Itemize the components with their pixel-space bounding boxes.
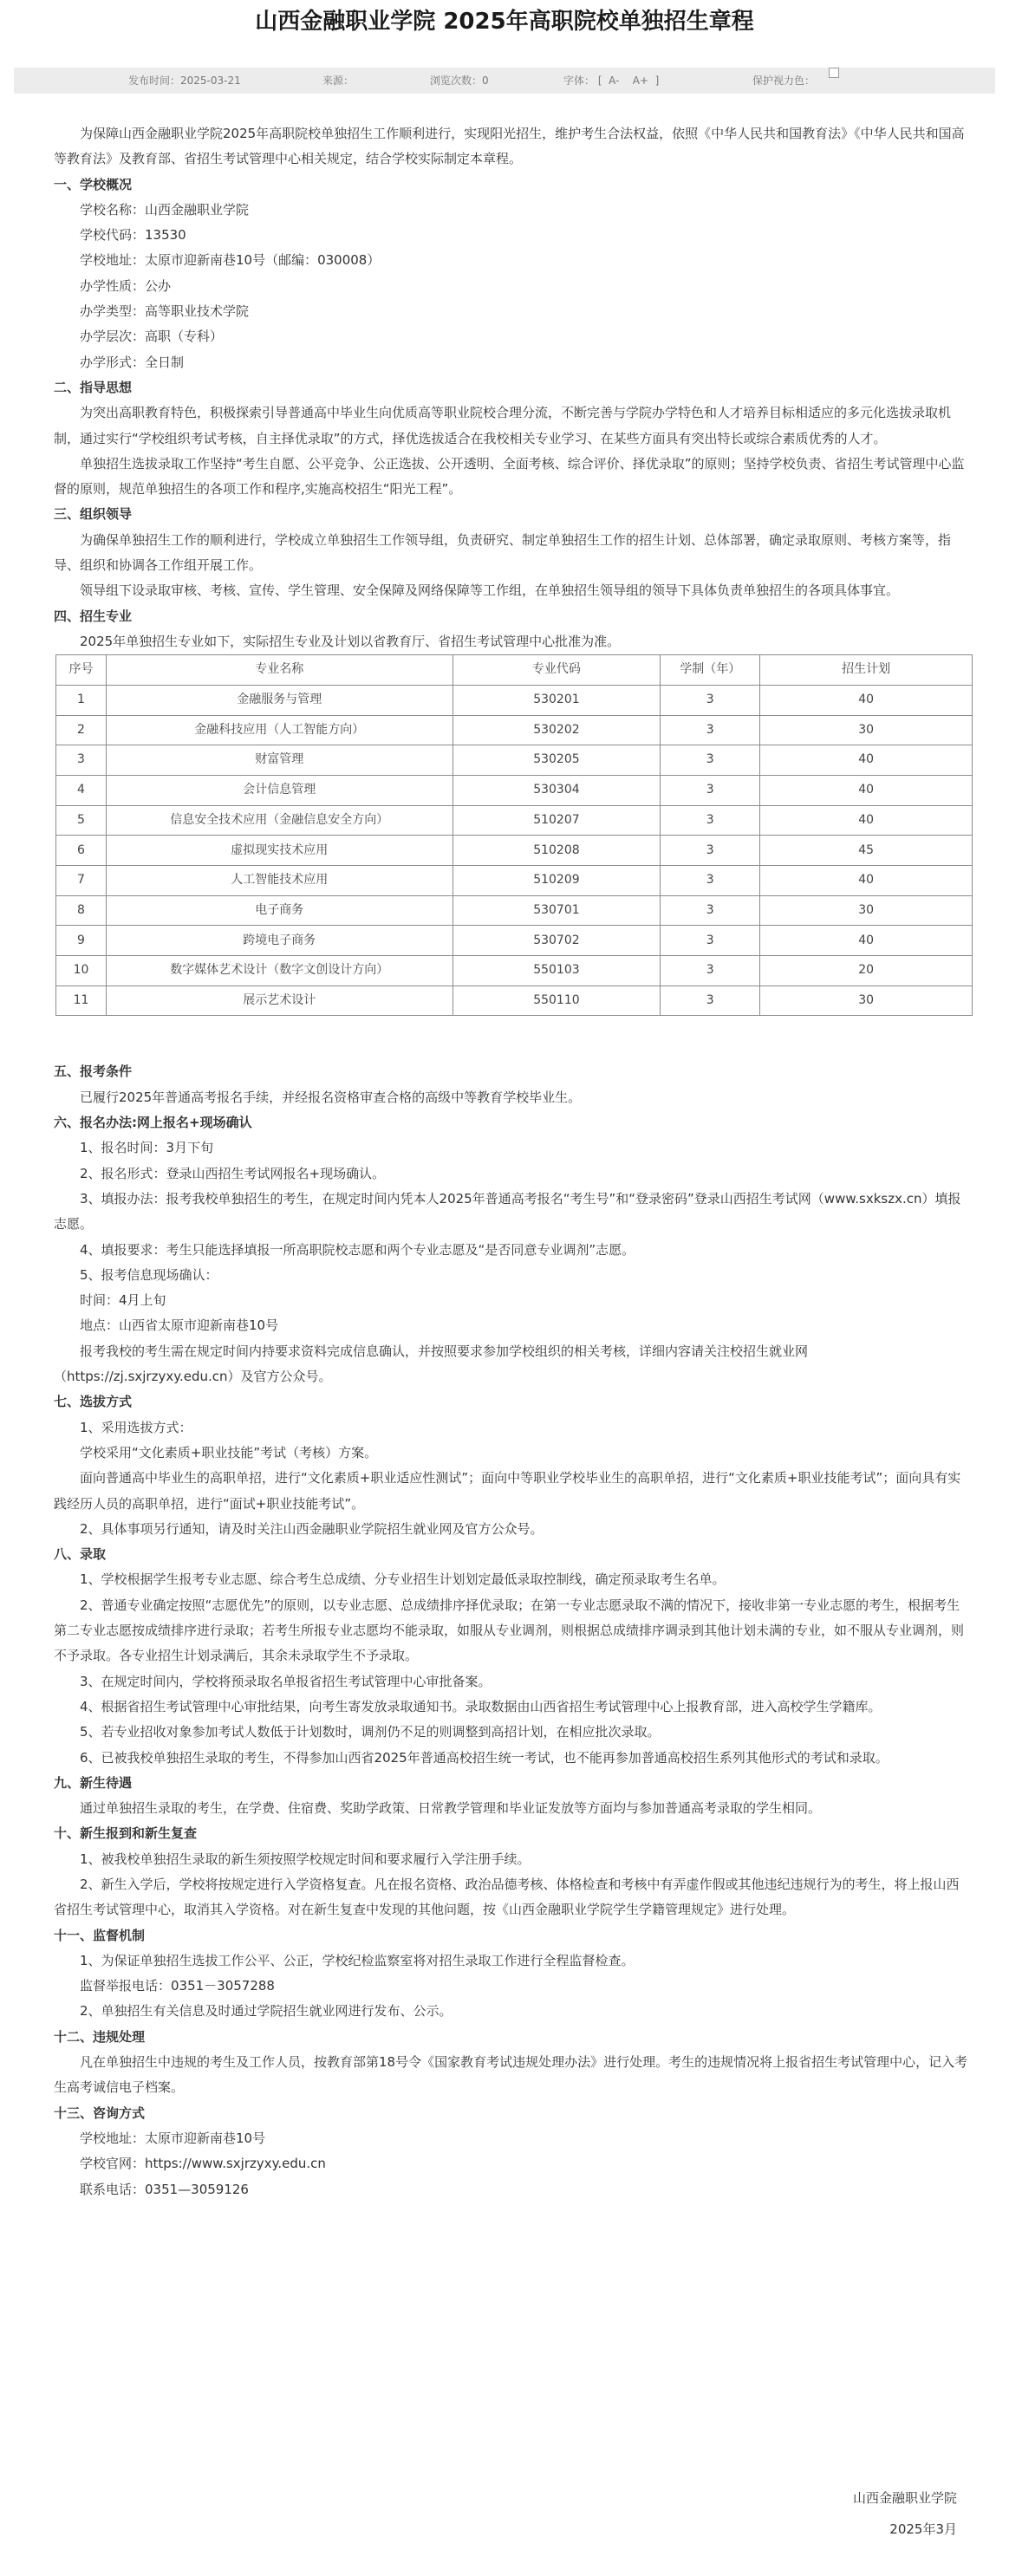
cell-major-name: 财富管理: [106, 745, 452, 776]
majors-intro: 2025年单独招生专业如下，实际招生专业及计划以省教育厅、省招生考试管理中心批准为准。: [80, 633, 621, 649]
color-swatch-white[interactable]: [829, 68, 839, 78]
guideline-paragraph-1: 为突出高职教育特色，积极探索引导普通高中毕业生向优质高等职业院校合理分流，不断完善与学院办学特色和人才培养目标相适应的多元化选拔录取机制，通过实行“学校组织考试考核，自主择优录取”的方式，择优选拔适合在我校相关专业学习、在某些方面具有突出特长或综合素质优秀的人才。: [54, 405, 952, 446]
table-row: [56, 745, 973, 776]
font-larger-button[interactable]: A+: [632, 75, 649, 87]
cell-major-name: 人工智能技术应用: [106, 866, 452, 896]
cell-duration: 3: [661, 685, 760, 715]
section-heading-12: 十二、违规处理: [54, 2028, 146, 2045]
contact-address: 学校地址：太原市迎新南巷10号: [80, 2130, 266, 2146]
cell-major-name: 信息安全技术应用（金融信息安全方向）: [106, 805, 452, 836]
cell-plan: 40: [760, 805, 973, 836]
cell-major-code: 510207: [452, 805, 661, 836]
admission-rule-1: 1、学校根据学生报考专业志愿、综合考生总成绩、分专业招生计划划定最低录取控制线，确定预录取考生名单。: [80, 1571, 726, 1588]
signature-date: 2025年3月: [889, 2521, 957, 2537]
section-heading-8: 八、录取: [54, 1546, 107, 1563]
cell-duration: 3: [661, 956, 760, 986]
selection-plan: 学校采用“文化素质+职业技能”考试（考核）方案。: [80, 1444, 378, 1460]
section-heading-3: 三、组织领导: [54, 506, 133, 523]
cell-plan: 30: [760, 715, 973, 745]
table-row: [56, 715, 973, 745]
cell-duration: 3: [661, 895, 760, 926]
admission-rule-4: 4、根据省招生考试管理中心审批结果，向考生寄发放录取通知书。录取数据由山西省招生考试管理中心上报教育部，进入高校学生学籍库。: [80, 1698, 882, 1714]
cell-index: 5: [56, 805, 107, 836]
enrollment-rule-2: 2、新生入学后，学校将按规定进行入学资格复查。凡在报名资格、政治品德考核、体格检查和考核中有弄虚作假或其他违纪违规行为的考生，将上报山西省招生考试管理中心，取消其入学资格。对在新生复查中发现的其他问题，按《山西金融职业学院学生学籍管理规定》进行处理。: [54, 1876, 960, 1918]
cell-duration: 3: [661, 745, 760, 776]
admission-rule-5: 5、若专业招收对象参加考试人数低于计划数时，调剂仍不足的则调整到高招计划，在相应批次录取。: [80, 1724, 661, 1740]
enrollment-rule-1: 1、被我校单独招生录取的新生须按照学校规定时间和要求履行入学注册手续。: [80, 1851, 531, 1867]
cell-duration: 3: [661, 986, 760, 1016]
table-row: [56, 836, 973, 866]
organization-paragraph-2: 领导组下设录取审核、考核、宣传、学生管理、安全保障及网络保障等工作组，在单独招生领导组的领导下具体负责单独招生的各项具体事宜。: [80, 582, 900, 599]
font-smaller-button[interactable]: A-: [609, 75, 620, 87]
cell-plan: 40: [760, 745, 973, 776]
font-size-controls: 字体： [ A- A+ ]: [563, 75, 660, 87]
section-heading-4: 四、招生专业: [54, 608, 133, 624]
cell-duration: 3: [661, 926, 760, 956]
cell-major-code: 530702: [452, 926, 661, 956]
contact-phone: 联系电话：0351—3059126: [80, 2181, 249, 2197]
table-row: [56, 775, 973, 805]
section-heading-13: 十三、咨询方式: [54, 2104, 146, 2121]
cell-duration: 3: [661, 836, 760, 866]
cell-duration: 3: [661, 775, 760, 805]
school-name-line: 学校名称：山西金融职业学院: [80, 201, 250, 218]
cell-index: 11: [56, 986, 107, 1016]
cell-plan: 20: [760, 956, 973, 986]
selection-notice: 2、具体事项另行通知，请及时关注山西金融职业学院招生就业网及官方公众号。: [80, 1520, 544, 1537]
cell-major-code: 530202: [452, 715, 661, 745]
table-row: [56, 866, 973, 896]
cell-plan: 30: [760, 986, 973, 1016]
supervision-rule-2: 2、单独招生有关信息及时通过学院招生就业网进行发布、公示。: [80, 2003, 452, 2020]
header-index: 序号: [56, 655, 107, 686]
cell-plan: 45: [760, 836, 973, 866]
cell-major-code: 530205: [452, 745, 661, 776]
student-benefits-paragraph: 通过单独招生录取的考生，在学费、住宿费、奖助学政策、日常教学管理和毕业证发放等方面均与参加普通高考录取的学生相同。: [80, 1800, 822, 1817]
onsite-notice: 报考我校的考生需在规定时间内持要求资料完成信息确认，并按照要求参加学校组织的相关考核，详细内容请关注校招生就业网（https://zj.sxjrzyxy.edu.cn）及官方公众号。: [54, 1343, 809, 1385]
school-level-line: 办学层次：高职（专科）: [80, 329, 224, 345]
table-row: [56, 685, 973, 715]
cell-major-name: 金融科技应用（人工智能方向）: [106, 715, 452, 745]
section-heading-11: 十一、监督机制: [54, 1927, 146, 1943]
cell-major-code: 550110: [452, 986, 661, 1016]
school-type-line: 办学类型：高等职业技术学院: [80, 303, 250, 320]
table-row: [56, 956, 973, 986]
view-count: 浏览次数：0: [430, 75, 489, 87]
cell-index: 7: [56, 866, 107, 896]
cell-major-name: 电子商务: [106, 895, 452, 926]
header-major-code: 专业代码: [452, 655, 661, 686]
article-body: [54, 121, 969, 2202]
cell-index: 1: [56, 685, 107, 715]
cell-duration: 3: [661, 715, 760, 745]
school-address-line: 学校地址：太原市迎新南巷10号（邮编：030008）: [80, 252, 381, 269]
selection-detail: 面向普通高中毕业生的高职单招，进行“文化素质+职业适应性测试”；面向中等职业学校毕业生的高职单招，进行“文化素质+职业技能考试”；面向具有实践经历人员的高职单招，进行“面试+职业技能考试”。: [54, 1470, 961, 1512]
section-heading-10: 十、新生报到和新生复查: [54, 1825, 198, 1842]
registration-method: 3、填报办法：报考我校单独招生的考生，在规定时间内凭本人2025年普通高考报名“考生号”和“登录密码”登录山西招生考试网（www.sxkszx.cn）填报志愿。: [54, 1190, 961, 1233]
cell-major-code: 550103: [452, 956, 661, 986]
onsite-confirmation: 5、报考信息现场确认：: [80, 1266, 218, 1283]
cell-major-code: 510208: [452, 836, 661, 866]
header-duration: 学制（年）: [661, 655, 760, 686]
school-nature-line: 办学性质：公办: [80, 277, 172, 294]
cell-major-code: 510209: [452, 866, 661, 896]
supervision-phone: 监督举报电话：0351－3057288: [80, 1978, 275, 1994]
page-title: 山西金融职业学院 2025年高职院校单独招生章程: [255, 9, 754, 35]
cell-index: 8: [56, 895, 107, 926]
source-label: 来源：: [322, 75, 355, 87]
cell-index: 10: [56, 956, 107, 986]
cell-major-name: 展示艺术设计: [106, 986, 452, 1016]
selection-method-label: 1、采用选拔方式：: [80, 1419, 192, 1435]
cell-index: 6: [56, 836, 107, 866]
cell-duration: 3: [661, 805, 760, 836]
table-row: [56, 805, 973, 836]
admission-rule-3: 3、在规定时间内，学校将预录取名单报省招生考试管理中心审批备案。: [80, 1673, 491, 1689]
contact-website: 学校官网：https://www.sxjrzyxy.edu.cn: [80, 2156, 326, 2172]
eye-protect-label: 保护视力色：: [752, 75, 816, 87]
cell-major-name: 会计信息管理: [106, 775, 452, 805]
article-info-bar: [14, 68, 995, 94]
eligibility-paragraph: 已履行2025年普通高考报名手续，并经报名资格审查合格的高级中等教育学校毕业生。: [80, 1089, 582, 1105]
section-heading-5: 五、报考条件: [54, 1064, 133, 1080]
section-heading-6: 六、报名办法:网上报名+现场确认: [54, 1115, 252, 1131]
signature-org: 山西金融职业学院: [852, 2490, 957, 2506]
cell-major-name: 跨境电子商务: [106, 926, 452, 956]
header-plan: 招生计划: [760, 655, 973, 686]
section-heading-7: 七、选拔方式: [54, 1394, 133, 1410]
school-code-line: 学校代码：13530: [80, 227, 186, 244]
guideline-paragraph-2: 单独招生选拔录取工作坚持“考生自愿、公平竞争、公正选拔、公开透明、全面考核、综合评价、择优录取”的原则；坚持学校负责、省招生考试管理中心监督的原则，规范单独招生的各项工作和程序,实施高校招生“阳光工程”。: [54, 455, 965, 498]
table-row: [56, 895, 973, 926]
table-row: [56, 986, 973, 1016]
publish-date: 发布时间：2025-03-21: [128, 75, 241, 87]
font-size-label: 字体：: [563, 75, 596, 87]
table-header-row: [56, 655, 973, 686]
cell-major-name: 虚拟现实技术应用: [106, 836, 452, 866]
cell-index: 2: [56, 715, 107, 745]
section-heading-9: 九、新生待遇: [54, 1774, 133, 1791]
header-major-name: 专业名称: [106, 655, 452, 686]
cell-plan: 40: [760, 866, 973, 896]
cell-major-name: 数字媒体艺术设计（数字文创设计方向）: [106, 956, 452, 986]
onsite-location: 地点：山西省太原市迎新南巷10号: [80, 1317, 279, 1334]
cell-duration: 3: [661, 866, 760, 896]
organization-paragraph-1: 为确保单独招生工作的顺利进行，学校成立单独招生工作领导组，负责研究、制定单独招生工作的招生计划、总体部署，确定录取原则、考核方案等，指导、组织和协调各工作组开展工作。: [54, 531, 952, 574]
cell-plan: 40: [760, 926, 973, 956]
cell-plan: 30: [760, 895, 973, 926]
cell-plan: 40: [760, 775, 973, 805]
registration-requirement: 4、填报要求：考生只能选择填报一所高职院校志愿和两个专业志愿及“是否同意专业调剂”志愿。: [80, 1241, 635, 1258]
admission-rule-2: 2、普通专业确定按照“志愿优先”的原则，以专业志愿、总成绩排序择优录取；在第一专业志愿录取不满的情况下，接收非第一专业志愿的考生，根据考生第二专业志愿按成绩排序进行录取；若考生所报专业志愿均不能录取，如服从专业调剂，则根据总成绩排序调录到其他计划未满的专业，如不服从专业调剂，则不予录取。各专业招生计划录满后，其余未录取学生不予录取。: [54, 1597, 965, 1664]
onsite-time: 时间：4月上旬: [80, 1292, 166, 1309]
cell-index: 9: [56, 926, 107, 956]
cell-major-code: 530701: [452, 895, 661, 926]
cell-index: 3: [56, 745, 107, 776]
registration-time: 1、报名时间：3月下旬: [80, 1140, 214, 1156]
cell-major-name: 金融服务与管理: [106, 685, 452, 715]
cell-major-code: 530201: [452, 685, 661, 715]
table-row: [56, 926, 973, 956]
section-heading-1: 一、学校概况: [54, 176, 133, 192]
registration-form: 2、报名形式：登录山西招生考试网报名+现场确认。: [80, 1165, 386, 1181]
school-form-line: 办学形式：全日制: [80, 354, 185, 370]
cell-index: 4: [56, 775, 107, 805]
section-heading-2: 二、指导思想: [54, 379, 133, 395]
admission-rule-6: 6、已被我校单独招生录取的考生，不得参加山西省2025年普通高校招生统一考试，也不能再参加普通高校招生系列其他形式的考试和录取。: [80, 1749, 889, 1766]
violation-paragraph: 凡在单独招生中违规的考生及工作人员，按教育部第18号令《国家教育考试违规处理办法》进行处理。考生的违规情况将上报省招生考试管理中心，记入考生高考诚信电子档案。: [54, 2054, 968, 2096]
supervision-rule-1: 1、为保证单独招生选拔工作公平、公正，学校纪检监察室将对招生录取工作进行全程监督检查。: [80, 1952, 635, 1968]
intro-paragraph: 为保障山西金融职业学院2025年高职院校单独招生工作顺利进行，实现阳光招生，维护考生合法权益，依照《中华人民共和国教育法》《中华人民共和国高等教育法》及教育部、省招生考试管理中心相关规定，结合学校实际制定本章程。: [54, 126, 965, 167]
cell-major-code: 530304: [452, 775, 661, 805]
signature-block: [853, 2482, 957, 2545]
majors-table: [55, 654, 973, 1016]
cell-plan: 40: [760, 685, 973, 715]
